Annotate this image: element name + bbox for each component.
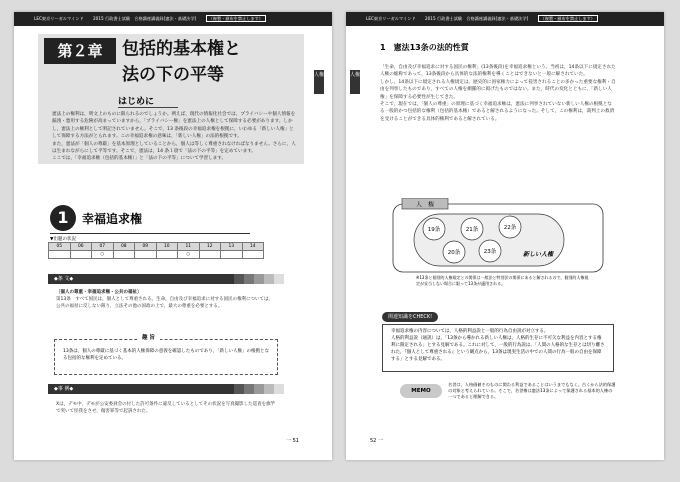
exam-year: 11 (178, 243, 200, 251)
exam-years-row (49, 243, 264, 251)
running-head (346, 12, 664, 26)
exam-year: 06 (70, 243, 92, 251)
exam-marks-row (49, 251, 264, 259)
exam-year: 08 (113, 243, 135, 251)
section-number-badge: 1 (50, 205, 76, 231)
chapter-title (122, 36, 241, 88)
case-box-label: ◆事 例◆ (54, 386, 74, 392)
bar-gradient-steps (234, 384, 284, 394)
case-text: Xは，デモ中，デモが公安委員会の付した許可条件に違反しているとしてその状況を写真撮影した巡査を旗竿で突いて怪我をさせ，傷害罪等で起訴された。 (56, 402, 276, 414)
memo-icon: MEMO (400, 384, 442, 398)
left-page (14, 12, 332, 460)
case-box (48, 398, 284, 418)
exam-year: 05 (49, 243, 71, 251)
chapter-block (38, 34, 304, 164)
check-line: 人格的利益説（通説）は，「13条から導かれる新しい人権は，人格的生存に不可欠な利益を内容とする権利に限定される」とする見解である。これに対して，一般的行為説は，「人間の人格的な生存とは切り離された，『個人として尊重される』という観点から，13条は現実生活の中での人間の行為一般の自由を保障する」とする見解である。 (391, 336, 605, 362)
exam-mark (242, 251, 264, 259)
intro-paragraph: また，憲法が「個人の尊厳」を基本原理としていることから，個人は等しく尊重されなければなりません。さらに，人は生まれながらにして平等です。そこで，憲法は，14 条１項で「法の下の平等」を定めています。 (52, 141, 296, 155)
section-divider (50, 233, 250, 234)
book-title: 2015 行政書士試験 合格講座講義録[憲法・基礎法学] (424, 16, 529, 21)
gist-text: 13条は，個人の尊厳に基づく基本的人権保障の意義を確認したものであり，「新しい人権」の根拠となる包括的な権利を定めている。 (63, 349, 269, 361)
exam-year: 12 (199, 243, 221, 251)
body-paragraph: 「生命，自由及び幸福追求に対する国民の権利」(13条後段)を幸福追求権という。当初は，14条以下に規定された人権の総称であって，13条後段から具体的な法的権利を導くことはできないと一般に解されていた。 (380, 65, 616, 78)
article-text: 第13条 すべて国民は，個人として尊重される。生命，自由及び幸福追求に対する国民の権利については，公共の福祉に反しない限り，立法その他の国政の上で，最大の尊重を必要とする。 (56, 297, 274, 309)
diagram-caption: ※13条と個別的人権規定との関係は一般法と特別法の関係にあると解されるので，個別的人権規定が妥当しない場合に限って13条が適用される。 (416, 275, 589, 286)
exam-year: 10 (156, 243, 178, 251)
side-tab: 人権 (350, 70, 360, 94)
rights-outer-label: 人 権 (415, 201, 435, 209)
side-tab: 人権 (314, 70, 324, 94)
article-box-label: ◆条 文◆ (54, 276, 74, 282)
check-box (382, 324, 614, 372)
exam-mark (221, 251, 243, 259)
exam-mark (156, 251, 178, 259)
case-box-bar (48, 384, 284, 394)
bar-gradient-steps (234, 274, 284, 284)
body-paragraph: そこで，現在では，「個人の尊重」の原理に基づく幸福追求権は，憲法に列挙されていない新しい人権の根拠となる一般的かつ包括的な権利（包括的基本権）であると解されるようになった。そして，この権利は，裁判上の救済を受けることができる具体的権利であると解されている。 (380, 102, 615, 122)
copy-notice: （複製・頒布を禁止します） (538, 15, 598, 22)
check-line: 幸福追求権の内容については，人格的利益説と一般的行為自由説が対立する。 (391, 329, 549, 334)
exam-mark (49, 251, 71, 259)
article-circle-label: 19条 (427, 227, 441, 233)
article-box (48, 286, 284, 313)
article-circle-label: 21条 (465, 227, 479, 233)
check-tag: 関連知識をCHECK! (382, 312, 438, 322)
publisher: LEC東京リーガルマインド (34, 16, 84, 21)
exam-status-label: ▼出題の状況 (50, 237, 76, 242)
section-title: 幸福追求権 (82, 211, 143, 226)
intro-paragraph: ここでは，「幸福追求権（包括的基本権）」と「法の下の平等」について学習します。 (52, 156, 227, 162)
article-heading: 〔個人の尊重・幸福追求権・公共の福祉〕 (56, 290, 142, 295)
copy-notice: （複製・頒布を禁止します） (206, 15, 266, 22)
exam-year: 09 (135, 243, 157, 251)
exam-year: 13 (221, 243, 243, 251)
publisher: LEC東京リーガルマインド (366, 16, 416, 21)
article-circle-label: 23条 (483, 249, 497, 255)
rights-diagram (392, 198, 604, 274)
exam-status-table (48, 242, 264, 259)
exam-mark (199, 251, 221, 259)
intro-paragraph: 憲法上の権利は，明文上のものに限られるのでしょうか。例えば，現代の情報化社会では，プライバシーや個人情報を漏洩・悪用する危険が高まっていますから，「プライバシー権」を憲法上の人権として保障する必要があります。しかし，憲法上の権利として明記されていません。そこで，13 条後段の幸福追求権を根拠に，いわゆる「新しい人権」として保障する方法がとられます。この幸福追求権の意味は，「新しい人権」の法的根拠です。 (52, 112, 296, 140)
intro-text (52, 111, 296, 163)
right-page (346, 12, 664, 460)
exam-year: 07 (92, 243, 114, 251)
new-rights-label: 新しい人権 (522, 251, 554, 258)
exam-mark (70, 251, 92, 259)
intro-heading: はじめに (118, 94, 178, 108)
gist-label: 趣 旨 (137, 335, 160, 342)
section-heading (50, 205, 142, 231)
chapter-title-line2: 法の下の平等 (122, 65, 224, 85)
article-circle-label: 20条 (447, 250, 461, 256)
body-paragraph: しかし，14条以下に規定される人権規定は，歴史的に国家権力によって侵害されることの多かった重要な権利・自由を列挙したものであり，すべての人権を網羅的に掲げたものではない。また，時代の変化とともに，「新しい人権」を保障する必要性が生じてきた。 (380, 79, 616, 100)
running-head (14, 12, 332, 26)
memo-box (400, 382, 616, 412)
gist-box (54, 335, 278, 375)
article-circle-label: 22条 (503, 225, 517, 231)
memo-text: 名誉は，人格価値そのものに関わる利益であることはいうまでもなく，古くから法的保護の対象と考えられている。そこで，名誉権は憲法13条によって保護される基本的人権の一つであると理解できる。 (448, 382, 616, 400)
exam-mark: ○ (92, 251, 114, 259)
exam-mark (135, 251, 157, 259)
subsection-heading: 1 憲法13条の法的性質 (380, 43, 469, 52)
article-box-bar (48, 274, 284, 284)
page-number: 一 51 (286, 438, 299, 444)
exam-year: 14 (242, 243, 264, 251)
book-title: 2015 行政書士試験 合格講座講義録[憲法・基礎法学] (92, 16, 197, 21)
exam-mark (113, 251, 135, 259)
chapter-badge: 第２章 (44, 38, 116, 64)
page-number: 52 一 (370, 438, 383, 444)
chapter-title-line1: 包括的基本権と (122, 39, 241, 59)
exam-mark: ○ (178, 251, 200, 259)
body-text (380, 64, 616, 123)
